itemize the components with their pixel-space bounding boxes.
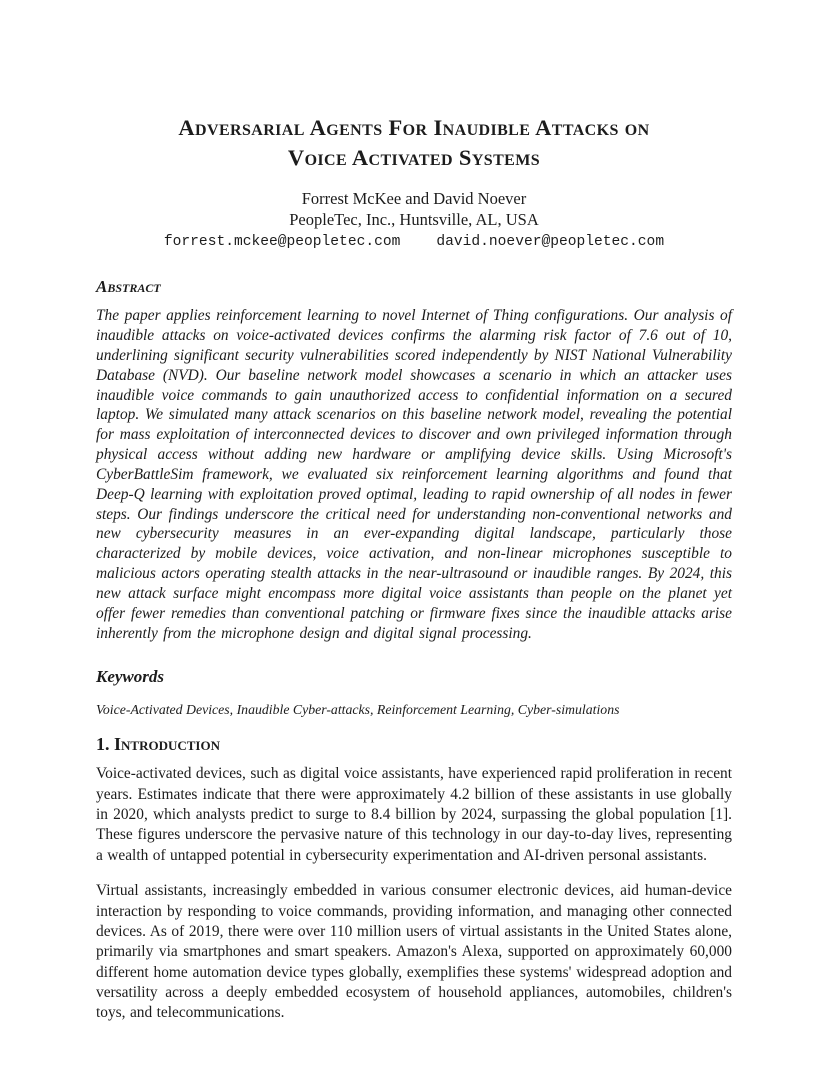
introduction-paragraph-2: Virtual assistants, increasingly embedded in various consumer electronic devices, aid human-device interaction by responding to voice commands, providing information, and managing other connected devices. As of 2019, there were over 110 million users of virtual assistants in the United States alone, primarily via smartphones and smart speakers. Amazon's Alexa, supported on approximately 60,000 different home automation device types globally, exemplifies these systems' widespread adoption and versatility across a deeply embedded ecosystem of household appliances, automobiles, children's toys, and telecommunications.: [96, 882, 732, 1022]
author-names: Forrest McKee and David Noever: [301, 189, 527, 209]
introduction-heading: 1. Introduction: [96, 734, 220, 755]
email-author-1: forrest.mckee@peopletec.com: [163, 234, 401, 251]
abstract-body: The paper applies reinforcement learning to novel Internet of Thing configurations. Our analysis of inaudible attacks on voice-activated devices confirms the alarming risk factor of 7.6 out of 10, underlining significant security vulnerabilities scored independently by NIST National Vulnerability Database (NVD). Our baseline network model showcases a scenario in which an attacker uses inaudible voice commands to gain unauthorized access to confidential information on a secured laptop. We simulated many attack scenarios on this baseline network model, revealing the potential for mass exploitation of interconnected devices to discover and own privileged information through physical access without adding new hardware or amplifying device skills. Using Microsoft's CyberBattleSim framework, we evaluated six reinforcement learning algorithms and found that Deep-Q learning with exploitation proved optimal, leading to rapid ownership of all nodes in fewer steps. Our findings underscore the critical need for understanding non-conventional networks and new cybersecurity measures in an ever-expanding digital landscape, particularly those characterized by mobile devices, voice activation, and non-linear microphones susceptible to malicious actors operating stealth attacks in the near-ultrasound or inaudible ranges. By 2024, this new attack surface might encompass more digital voice assistants than people on the planet yet offer fewer remedies than conventional patching or firmware fixes since the inaudible attacks arise inherently from the microphone design and digital signal processing.: [96, 307, 732, 642]
paper-title: [96, 113, 732, 173]
abstract-heading: Abstract: [96, 277, 161, 297]
keywords-body: Voice-Activated Devices, Inaudible Cyber-attacks, Reinforcement Learning, Cyber-simulations: [96, 702, 620, 718]
paper-title-line-2: Voice Activated Systems: [287, 145, 541, 171]
keywords-heading: Keywords: [96, 667, 164, 687]
authors-block: [96, 188, 732, 252]
email-author-2: david.noever@peopletec.com: [436, 234, 665, 251]
paper-title-line-1: Adversarial Agents For Inaudible Attacks on: [178, 115, 650, 141]
introduction-paragraph-1: Voice-activated devices, such as digital voice assistants, have experienced rapid proliferation in recent years. Estimates indicate that there were approximately 4.2 billion of these assistants in use globally in 2020, which analysts predict to surge to 8.4 billion by 2024, surpassing the global population [1]. These figures underscore the pervasive nature of this technology in our day-to-day lives, representing a wealth of untapped potential in cybersecurity experimentation and AI-driven personal assistants.: [96, 765, 732, 864]
author-emails: [96, 232, 732, 252]
affiliation: PeopleTec, Inc., Huntsville, AL, USA: [289, 210, 539, 230]
